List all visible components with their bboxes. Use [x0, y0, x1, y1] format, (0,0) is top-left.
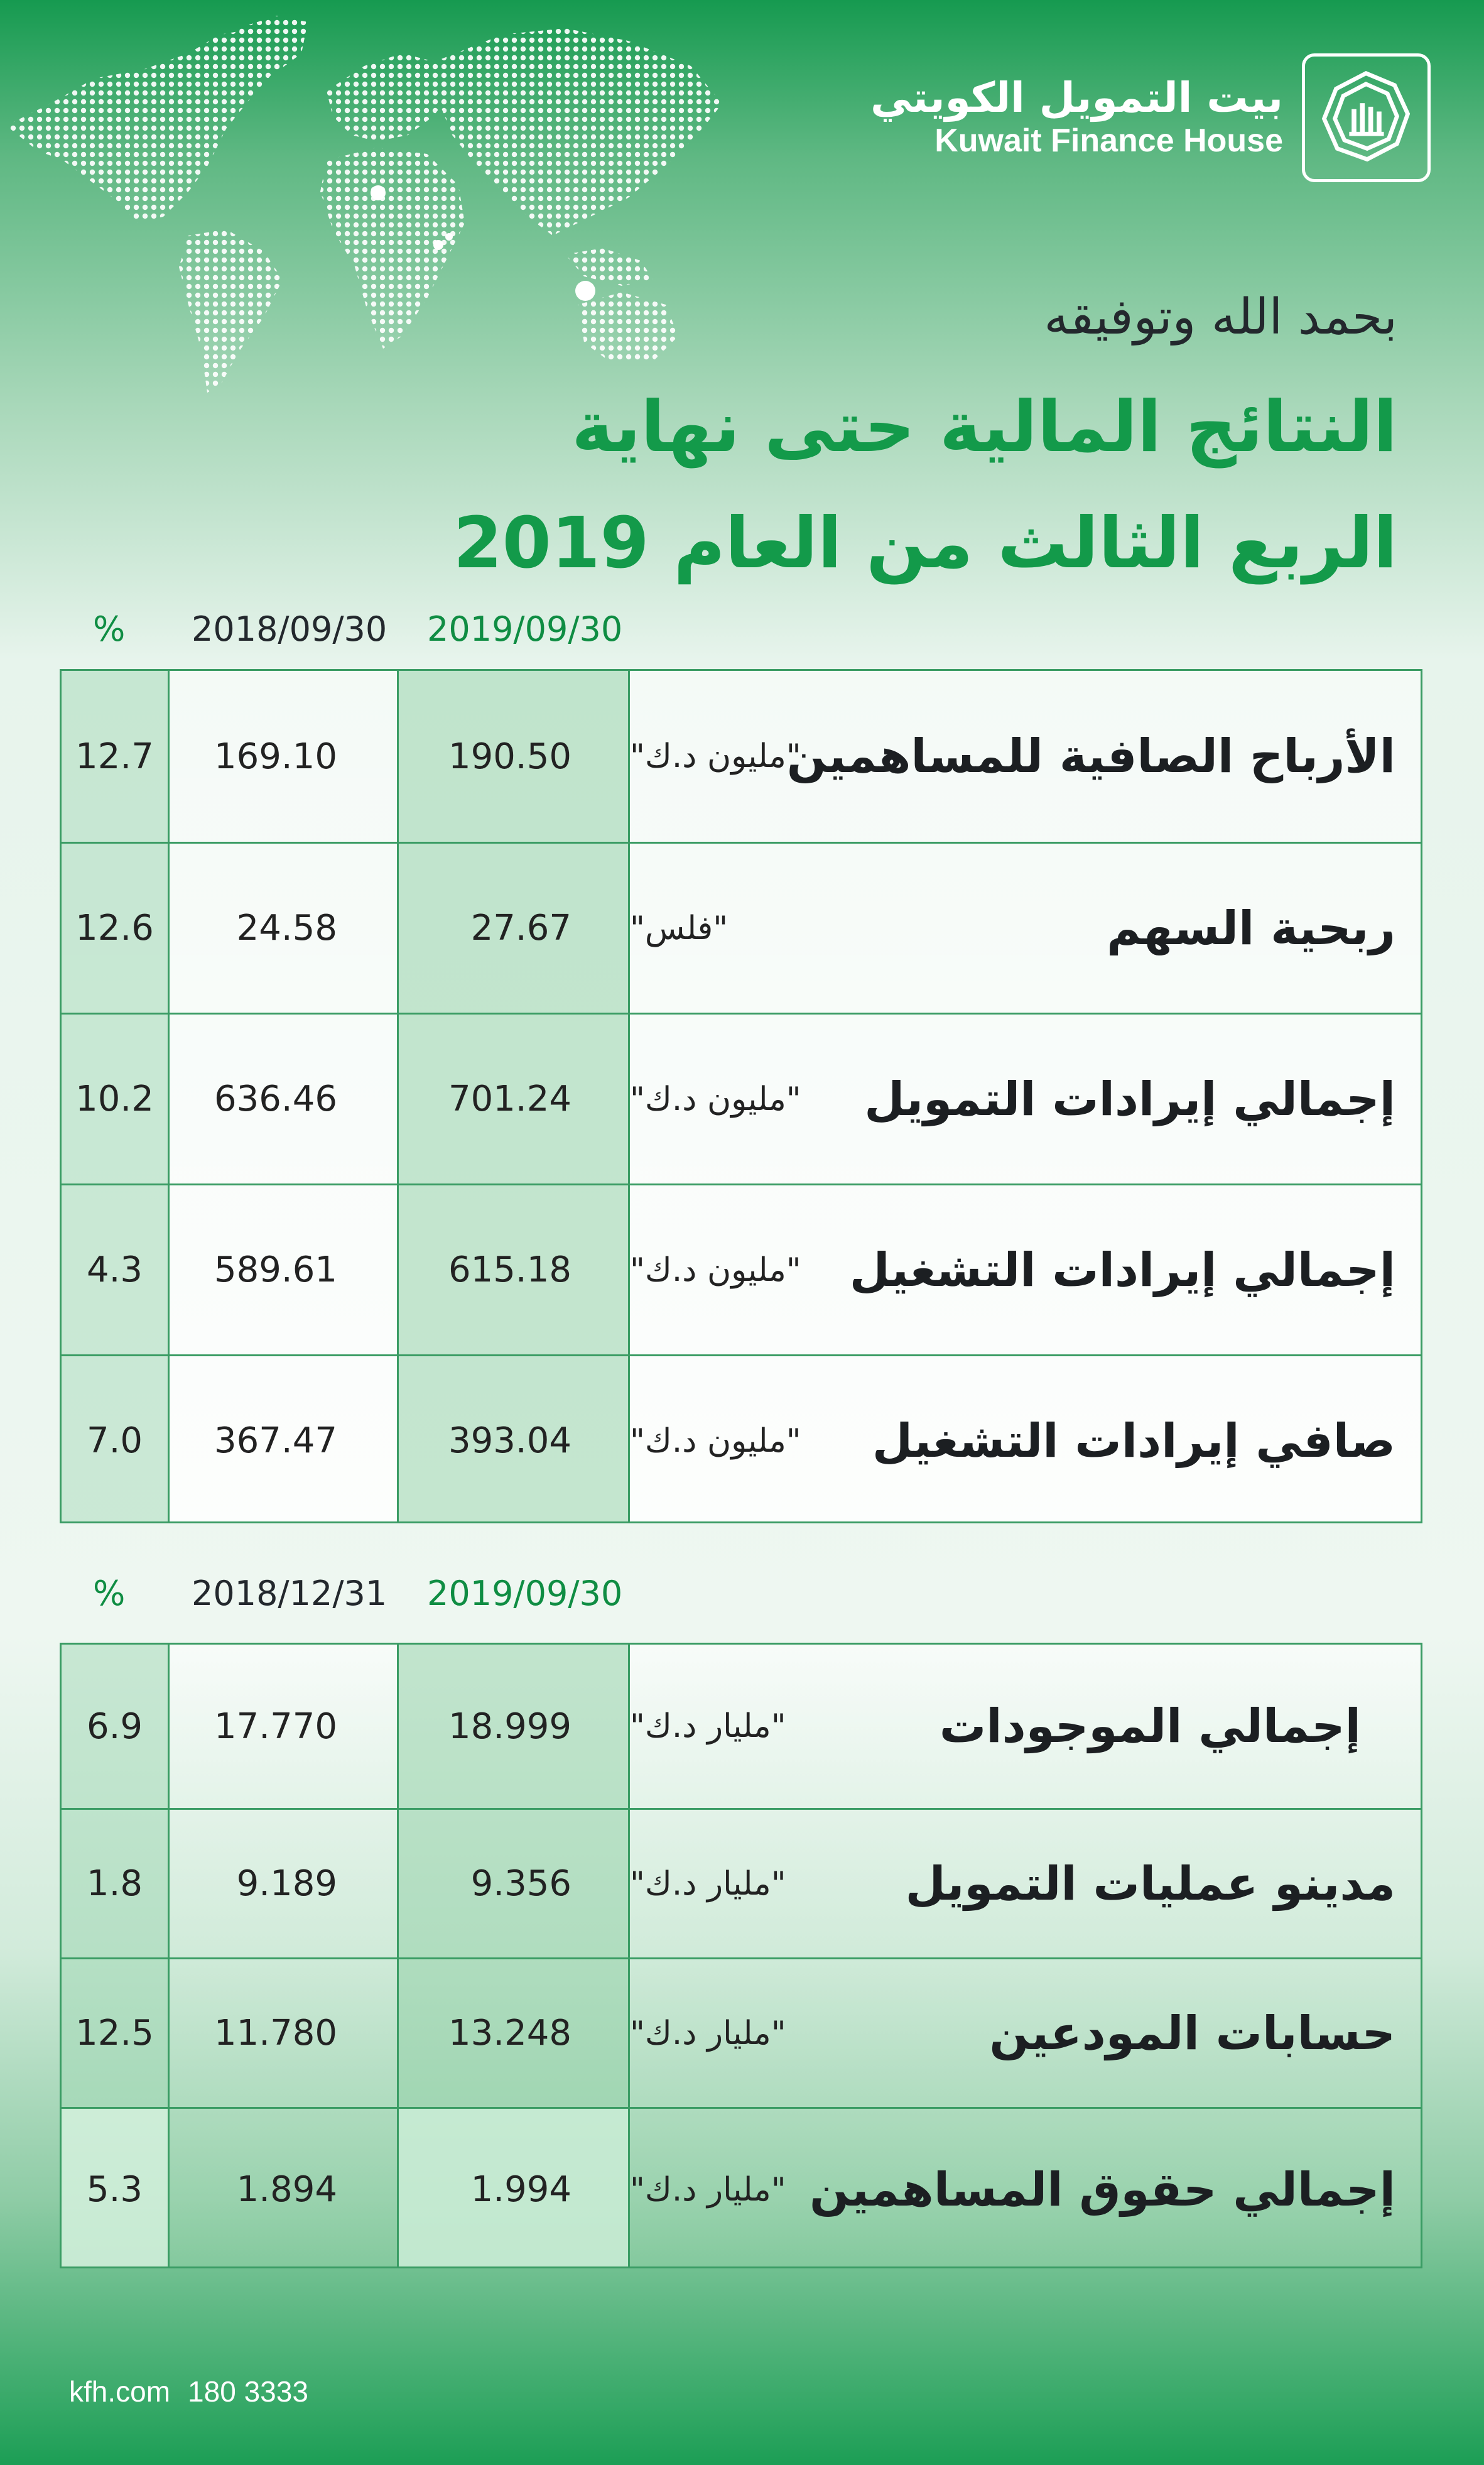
table1-header-previous: 2018/09/30: [192, 609, 387, 649]
pct-change-cell: 4.3: [62, 1185, 170, 1354]
unit-cell: "مليون د.ك": [630, 1251, 801, 1289]
row-label: مدينو عمليات التمويل: [905, 1856, 1395, 1911]
table-row: [62, 1808, 1421, 1957]
row-label: الأرباح الصافية للمساهمين: [786, 729, 1395, 783]
results-table-income: [60, 669, 1422, 1523]
pct-change-cell: 12.7: [62, 671, 170, 842]
previous-value-cell: 11.780: [170, 1959, 399, 2107]
unit-cell: "مليار د.ك": [630, 2014, 786, 2052]
footer-phone: 180 3333: [188, 2375, 308, 2408]
row-label: إجمالي إيرادات التمويل: [864, 1072, 1395, 1126]
kfh-logo: [870, 53, 1431, 182]
header-tagline: بحمد الله وتوفيقه: [1044, 289, 1397, 346]
previous-value-cell: 17.770: [170, 1645, 399, 1808]
pct-change-cell: 5.3: [62, 2109, 170, 2268]
table2-header-pct: %: [93, 1574, 126, 1613]
row-label: إجمالي الموجودات: [939, 1699, 1361, 1753]
current-value-cell: 393.04: [399, 1356, 630, 1523]
page-title-line-2: الربع الثالث من العام 2019: [453, 503, 1397, 584]
unit-cell: "مليون د.ك": [630, 737, 801, 775]
table-row: [62, 1645, 1421, 1808]
footer-contact: [69, 2375, 326, 2408]
logo-english-name: Kuwait Finance House: [934, 122, 1283, 159]
current-value-cell: 13.248: [399, 1959, 630, 2107]
current-value-cell: 18.999: [399, 1645, 630, 1808]
results-table-balance: [60, 1643, 1422, 2268]
table-row: [62, 2107, 1421, 2268]
previous-value-cell: 24.58: [170, 844, 399, 1013]
unit-cell: "فلس": [630, 909, 728, 947]
logo-text: [870, 75, 1283, 160]
previous-value-cell: 1.894: [170, 2109, 399, 2268]
previous-value-cell: 636.46: [170, 1015, 399, 1184]
unit-cell: "مليون د.ك": [630, 1080, 801, 1118]
current-value-cell: 9.356: [399, 1810, 630, 1957]
row-label: إجمالي إيرادات التشغيل: [849, 1243, 1395, 1297]
pct-change-cell: 12.6: [62, 844, 170, 1013]
previous-value-cell: 9.189: [170, 1810, 399, 1957]
pct-change-cell: 1.8: [62, 1810, 170, 1957]
current-value-cell: 615.18: [399, 1185, 630, 1354]
table-row: [62, 1957, 1421, 2107]
current-value-cell: 27.67: [399, 844, 630, 1013]
world-map-graphic: [0, 9, 722, 399]
previous-value-cell: 367.47: [170, 1356, 399, 1523]
footer-website-link[interactable]: kfh.com: [69, 2375, 171, 2408]
row-label: إجمالي حقوق المساهمين: [810, 2162, 1395, 2217]
pct-change-cell: 12.5: [62, 1959, 170, 2107]
table2-header-current: 2019/09/30: [427, 1574, 623, 1613]
table-row: [62, 1184, 1421, 1354]
table-row: [62, 671, 1421, 842]
unit-cell: "مليار د.ك": [630, 1707, 786, 1745]
table1-header-pct: %: [93, 609, 126, 649]
unit-cell: "مليون د.ك": [630, 1422, 801, 1460]
table1-header-current: 2019/09/30: [427, 609, 623, 649]
row-label: حسابات المودعين: [989, 2006, 1395, 2060]
unit-cell: "مليار د.ك": [630, 2170, 786, 2209]
logo-arabic-name: بيت التمويل الكويتي: [870, 73, 1283, 122]
row-label: ربحية السهم: [1107, 901, 1395, 955]
current-value-cell: 1.994: [399, 2109, 630, 2268]
current-value-cell: 190.50: [399, 671, 630, 842]
kfh-emblem-icon: [1302, 53, 1431, 182]
pct-change-cell: 10.2: [62, 1015, 170, 1184]
previous-value-cell: 589.61: [170, 1185, 399, 1354]
current-value-cell: 701.24: [399, 1015, 630, 1184]
page-title-line-1: النتائج المالية حتى نهاية: [571, 386, 1397, 468]
pct-change-cell: 7.0: [62, 1356, 170, 1523]
table-row: [62, 1013, 1421, 1184]
unit-cell: "مليار د.ك": [630, 1864, 786, 1903]
row-label: صافي إيرادات التشغيل: [872, 1413, 1395, 1468]
table-row: [62, 1354, 1421, 1523]
previous-value-cell: 169.10: [170, 671, 399, 842]
pct-change-cell: 6.9: [62, 1645, 170, 1808]
table2-header-previous: 2018/12/31: [192, 1574, 387, 1613]
table-row: [62, 842, 1421, 1013]
